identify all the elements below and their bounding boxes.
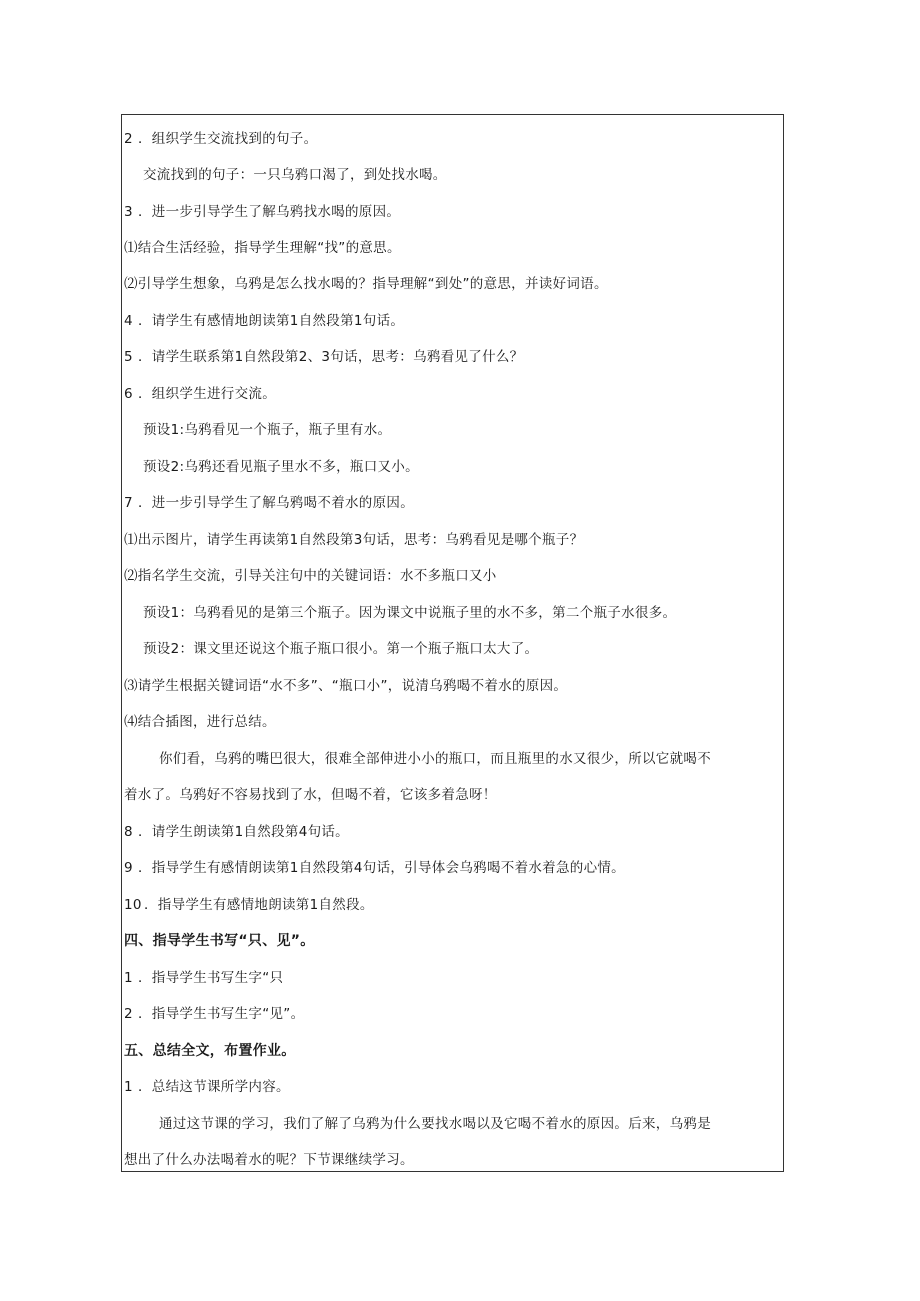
section-heading-5: 五、总结全文，布置作业。 (124, 1043, 296, 1059)
step-4: 4 ．请学生有感情地朗读第1自然段第1句话。 (124, 313, 405, 329)
preset-1: 预设1:乌鸦看见一个瓶子，瓶子里有水。 (143, 422, 392, 438)
closing-paragraph-line-2: 想出了什么办法喝着水的呢？下节课继续学习。 (124, 1152, 414, 1168)
step-9: 9 ．指导学生有感情朗读第1自然段第4句话，引导体会乌鸦喝不着水着急的心情。 (124, 860, 625, 876)
step-6: 6 ．组织学生进行交流。 (124, 386, 276, 402)
summary-paragraph-line-2: 着水了。乌鸦好不容易找到了水，但喝不着，它该多着急呀！ (124, 787, 497, 803)
found-sentence: 交流找到的句子：一只乌鸦口渴了，到处找水喝。 (143, 167, 447, 183)
step-3: 3 ．进一步引导学生了解乌鸦找水喝的原因。 (124, 204, 401, 220)
step-8: 8 ．请学生朗读第1自然段第4句话。 (124, 824, 349, 840)
preset-bottle-1: 预设1：乌鸦看见的是第三个瓶子。因为课文中说瓶子里的水不多，第二个瓶子水很多。 (143, 605, 677, 621)
preset-2: 预设2:乌鸦还看见瓶子里水不多，瓶口又小。 (143, 459, 419, 475)
step-2: 2 ．组织学生交流找到的句子。 (124, 131, 318, 147)
step-3-sub-1: ⑴结合生活经验，指导学生理解“找”的意思。 (124, 240, 401, 256)
step-7-sub-1: ⑴出示图片，请学生再读第1自然段第3句话，思考：乌鸦看见是哪个瓶子？ (124, 532, 584, 548)
summary-step-1: 1 ．总结这节课所学内容。 (124, 1079, 290, 1095)
step-7-sub-2: ⑵指名学生交流，引导关注句中的关键词语：水不多瓶口又小 (124, 568, 497, 584)
preset-bottle-2: 预设2：课文里还说这个瓶子瓶口很小。第一个瓶子瓶口太大了。 (143, 641, 539, 657)
step-7-sub-4: ⑷结合插图，进行总结。 (124, 714, 276, 730)
section-heading-4: 四、指导学生书写“只、见”。 (124, 933, 315, 949)
closing-paragraph-line-1: 通过这节课的学习，我们了解了乌鸦为什么要找水喝以及它喝不着水的原因。后来，乌鸦是 (159, 1116, 711, 1132)
step-7-sub-3: ⑶请学生根据关键词语“水不多”、“瓶口小”，说清乌鸦喝不着水的原因。 (124, 678, 568, 694)
step-5: 5 ．请学生联系第1自然段第2、3句话，思考：乌鸦看见了什么？ (124, 349, 524, 365)
step-10: 10 ．指导学生有感情地朗读第1自然段。 (124, 897, 374, 913)
step-3-sub-2: ⑵引导学生想象，乌鸦是怎么找水喝的？指导理解“到处”的意思，并读好词语。 (124, 276, 608, 292)
step-7: 7 ．进一步引导学生了解乌鸦喝不着水的原因。 (124, 495, 414, 511)
summary-paragraph-line-1: 你们看，乌鸦的嘴巴很大，很难全部伸进小小的瓶口，而且瓶里的水又很少，所以它就喝不 (159, 751, 711, 767)
writing-step-2: 2 ．指导学生书写生字“见”。 (124, 1006, 305, 1022)
writing-step-1: 1 ．指导学生书写生字“只 (124, 970, 284, 986)
